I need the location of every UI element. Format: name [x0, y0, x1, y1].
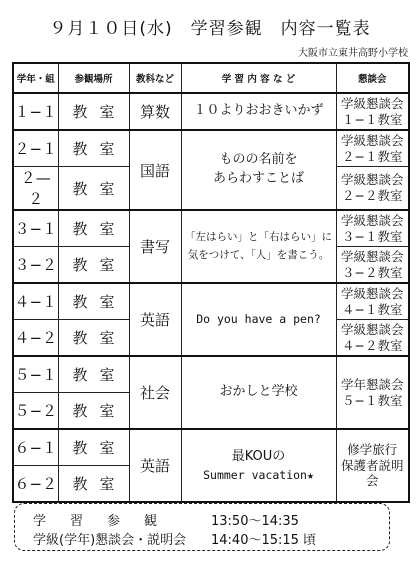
- meeting-type: 学級懇談会: [340, 285, 404, 301]
- meeting-type: 学級懇談会: [340, 212, 404, 228]
- meeting-room: ３−１教室: [342, 228, 403, 244]
- place: 教室: [58, 210, 129, 247]
- content-line: Summer vacation★: [203, 467, 314, 482]
- grade-class: １−１: [13, 93, 58, 130]
- subject: 社会: [129, 356, 181, 429]
- header-content: 学 習 内 容 な ど: [181, 63, 336, 93]
- grade-class: ６−１: [13, 429, 58, 466]
- meeting-room: ５−１教室: [342, 392, 403, 408]
- table-header-row: [13, 63, 409, 93]
- meeting-type: 修学旅行: [347, 442, 398, 458]
- schedule-times-box: [14, 503, 390, 551]
- grade-class: ３−２: [13, 247, 58, 284]
- meeting-time: 14:40〜15:15 頃: [211, 533, 317, 548]
- content-line: ものの名前を: [219, 152, 298, 168]
- grade-class: ４−２: [13, 320, 58, 357]
- place: 教室: [58, 167, 129, 211]
- header-subject: 教科など: [129, 63, 181, 93]
- header-place: 参観場所: [58, 63, 129, 93]
- meeting-info: [336, 93, 409, 130]
- lesson-content: [181, 210, 336, 283]
- content-line: あらわすことば: [212, 171, 304, 186]
- place: 教室: [58, 130, 129, 167]
- table-row: [13, 356, 409, 393]
- place: 教室: [58, 466, 129, 503]
- grade-class: ５−１: [13, 356, 58, 393]
- meeting-info: [336, 429, 409, 502]
- content-line: 最KOUの: [231, 448, 286, 464]
- table-row: [13, 429, 409, 466]
- subject: 算数: [129, 93, 181, 130]
- table-row: [13, 93, 409, 130]
- place: 教室: [58, 247, 129, 284]
- meeting-info: [336, 283, 409, 320]
- meeting-info: [336, 167, 409, 211]
- page-title: ９月１０日(水) 学習参観 内容一覧表: [49, 19, 371, 39]
- content-line: 気をつけて、「人」を書こう。: [187, 248, 330, 261]
- meeting-room: ３−２教室: [342, 264, 403, 280]
- lesson-content: おかしと学校: [181, 356, 336, 429]
- lesson-content: Do you have a pen?: [181, 283, 336, 356]
- place: 教室: [58, 429, 129, 466]
- meeting-info: [336, 210, 409, 247]
- grade-class: ３−１: [13, 210, 58, 247]
- meeting-room: ２−１教室: [342, 148, 403, 164]
- grade-class: ２−１: [13, 130, 58, 167]
- meeting-room: ２−２教室: [342, 188, 403, 203]
- meeting-type: 学級懇談会: [340, 248, 404, 264]
- table-row: [13, 283, 409, 320]
- subject: 英語: [129, 429, 181, 502]
- table-row: [13, 210, 409, 247]
- meeting-info: [336, 356, 409, 429]
- observe-label: 学習参観: [33, 514, 182, 529]
- meeting-info: [336, 247, 409, 284]
- grade-class: ５−２: [13, 393, 58, 430]
- grade-class: ４−１: [13, 283, 58, 320]
- subject: 国語: [129, 130, 181, 210]
- meeting-info: [336, 130, 409, 167]
- subject: 英語: [129, 283, 181, 356]
- place: 教室: [58, 393, 129, 430]
- grade-class: ６−２: [13, 466, 58, 503]
- meeting-info: [336, 320, 409, 357]
- schedule-table: [12, 62, 410, 503]
- place: 教室: [58, 283, 129, 320]
- observe-time: 13:50〜14:35: [211, 514, 299, 529]
- content-line: 「左はらい」と「右はらい」に: [185, 230, 332, 243]
- place: 教室: [58, 320, 129, 357]
- meeting-type: 学級懇談会: [340, 132, 404, 148]
- observe-time-row: [33, 510, 373, 529]
- school-name: 大阪市立東井高野小学校: [298, 48, 408, 59]
- place: 教室: [58, 93, 129, 130]
- meeting-type: 学級懇談会: [340, 321, 404, 337]
- meeting-type: 学年懇談会: [340, 376, 404, 392]
- meeting-time-row: [33, 529, 373, 548]
- meeting-room: ４−２教室: [342, 337, 403, 353]
- header-grade: 学年・組: [13, 63, 58, 93]
- grade-class: ２—２: [13, 167, 58, 211]
- meeting-label: 学級(学年)懇談会・説明会: [33, 533, 187, 548]
- meeting-type: 学級懇談会: [340, 172, 404, 188]
- table-row: [13, 130, 409, 167]
- meeting-room: １−１教室: [342, 111, 403, 127]
- place: 教室: [58, 356, 129, 393]
- lesson-content: [181, 429, 336, 502]
- meeting-room: 保護者説明会: [340, 457, 404, 489]
- lesson-content: [181, 130, 336, 210]
- header-meeting: 懇談会: [336, 63, 409, 93]
- lesson-content: １０よりおおきいかず: [181, 93, 336, 130]
- meeting-room: ４−１教室: [342, 301, 403, 317]
- subject: 書写: [129, 210, 181, 283]
- meeting-type: 学級懇談会: [340, 95, 404, 111]
